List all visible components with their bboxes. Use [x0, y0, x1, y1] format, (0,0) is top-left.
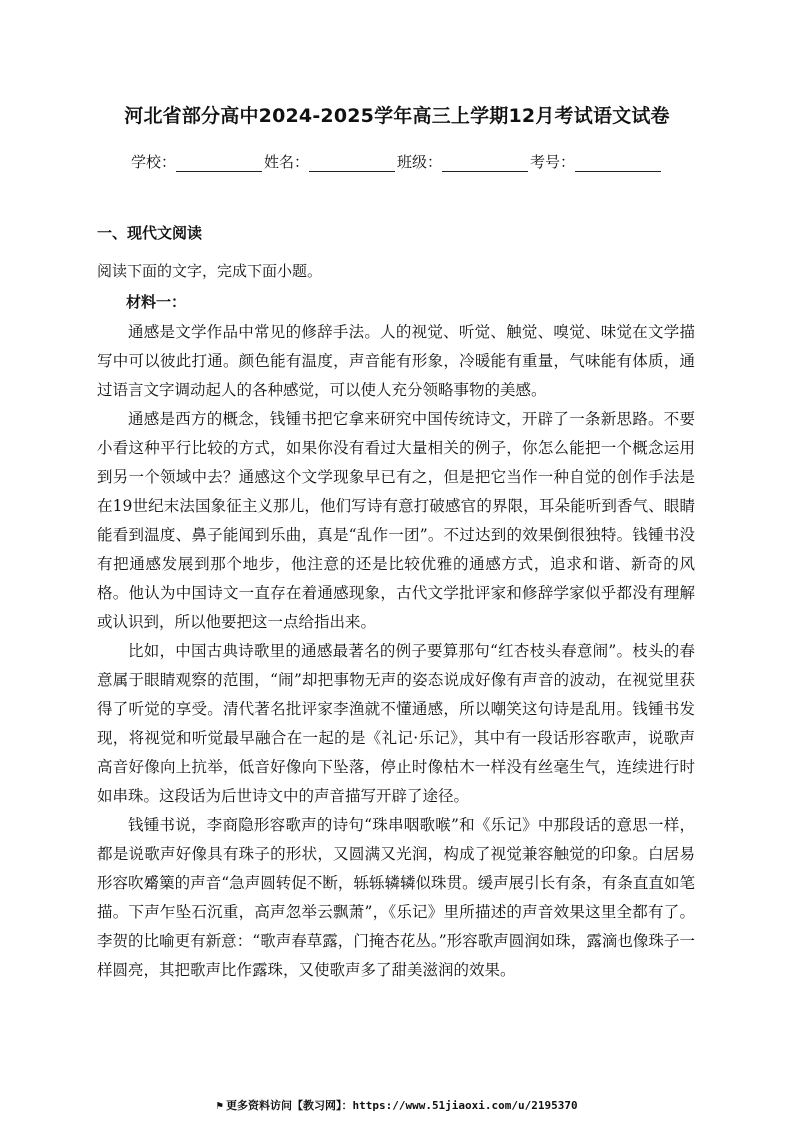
footer-link-text[interactable]: 更多资料访问【教习网】：https://www.51jiaoxi.com/u/2195370 [225, 1099, 578, 1112]
class-blank[interactable] [442, 155, 528, 172]
class-field [397, 151, 530, 172]
paragraph: 比如，中国古典诗歌里的通感最著名的例子要算那句“红杏枝头春意闹”。枝头的春意属于眼睛观察的范围，“闹”却把事物无声的姿态说成好像有声音的波动，在视觉里获得了听觉的享受。清代著名批评家李渔就不懂通感，所以嘲笑这句诗是乱用。钱锺书发现，将视觉和听觉最早融合在一起的是《礼记·乐记》，其中有一段话形容歌声，说歌声高音好像向上抗举，低音好像向下坠落，停止时像枯木一样没有丝毫生气，连续进行时如串珠。这段话为后世诗文中的声音描写开辟了途径。 [97, 642, 695, 805]
page-title: 河北省部分高中2024-2025学年高三上学期12月考试语文试卷 [124, 105, 670, 127]
school-field [131, 151, 264, 172]
exam-number-blank[interactable] [575, 155, 661, 172]
school-label: 学校： [130, 153, 176, 171]
paragraph: 钱锺书说，李商隐形容歌声的诗句“珠串咽歌喉”和《乐记》中那段话的意思一样，都是说歌声好像具有珠子的形状，又圆满又光润，构成了视觉兼容触觉的印象。白居易形容吹觱篥的声音“急声圆转促不断，轹轹辚辚似珠贯。缓声展引长有条，有条直直如笔描。下声乍坠石沉重，高声忽举云飘萧”，《乐记》里所描述的声音效果这里全都有了。李贺的比喻更有新意：“歌声春草露，门掩杏花丛。”形容歌声圆润如珠，露滴也像珠子一样圆亮，其把歌声比作露珠，又使歌声多了甜美滋润的效果。 [97, 816, 695, 979]
instruction-text: 阅读下面的文字，完成下面小题。 [97, 262, 323, 280]
name-label: 姓名： [263, 153, 309, 171]
exam-number-field [530, 151, 663, 172]
paragraph: 通感是西方的概念，钱锺书把它拿来研究中国传统诗文，开辟了一条新思路。不要小看这种平行比较的方式，如果你没有看过大量相关的例子，你怎么能把一个概念运用到另一个领域中去？通感这个文学现象早已有之，但是把它当作一种自觉的创作手法是在19世纪末法国象征主义那儿，他们写诗有意打破感官的界限，耳朵能听到香气、眼睛能看到温度、鼻子能闻到乐曲，真是“乱作一团”。不过达到的效果倒很独特。钱锺书没有把通感发展到那个地步，他注意的还是比较优雅的通感方式，追求和谐、新奇的风格。他认为中国诗文一直存在着通感现象，古代文学批评家和修辞学家似乎都没有理解或认识到，所以他要把这一点给指出来。 [97, 410, 695, 631]
reading-passage [97, 318, 695, 985]
school-blank[interactable] [176, 155, 262, 172]
section-heading: 一、现代文阅读 [97, 224, 203, 242]
name-blank[interactable] [309, 155, 395, 172]
footer [0, 1097, 794, 1113]
material-label: 材料一： [126, 293, 187, 311]
flag-icon: ⚑ [216, 1099, 223, 1112]
class-label: 班级： [397, 153, 443, 171]
student-info-line [0, 151, 794, 172]
exam-number-label: 考号： [530, 153, 576, 171]
paragraph: 通感是文学作品中常见的修辞手法。人的视觉、听觉、触觉、嗅觉、味觉在文学描写中可以彼此打通。颜色能有温度，声音能有形象，冷暖能有重量，气味能有体质，通过语言文字调动起人的各种感觉，可以使人充分领略事物的美感。 [97, 323, 695, 399]
name-field [264, 151, 397, 172]
